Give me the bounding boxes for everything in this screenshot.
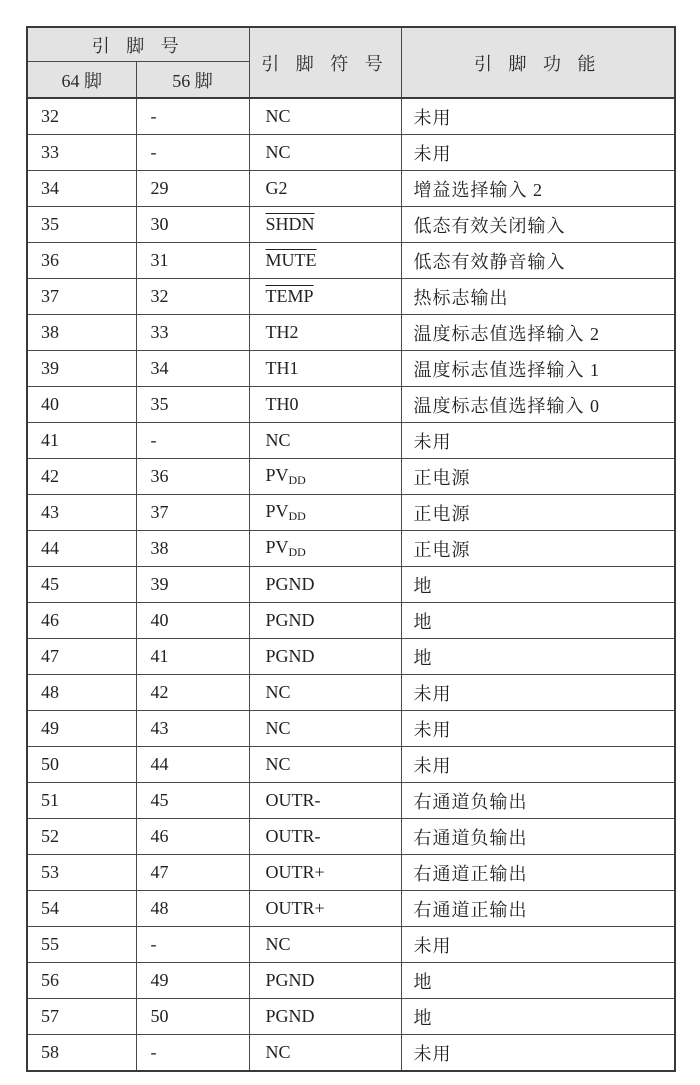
pin-64-cell: 44 [27,531,136,567]
table-row [27,495,675,531]
pin-symbol-text: NC [265,1042,291,1062]
pin-56-cell: 35 [136,387,249,423]
pin-symbol-cell [249,171,401,207]
pin-56-header: 56 脚 [136,62,249,99]
pin-56-cell: 41 [136,639,249,675]
pin-symbol-text: OUTR+ [265,898,325,918]
pin-function-cell: 正电源 [401,459,675,495]
pin-64-cell: 53 [27,855,136,891]
pin-56-cell: 39 [136,567,249,603]
pin-64-cell: 51 [27,783,136,819]
pin-symbol-text: PV [265,465,289,485]
pin-symbol-cell [249,855,401,891]
pin-symbol-cell [249,891,401,927]
pin-symbol-text: SHDN [265,214,315,234]
pin-symbol-text: TH0 [265,394,299,414]
table-row [27,171,675,207]
pin-symbol-cell [249,207,401,243]
pin-symbol-cell [249,387,401,423]
table-row [27,927,675,963]
pin-symbol-cell [249,819,401,855]
pin-symbol-text: PGND [265,970,315,990]
pin-symbol-text: TEMP [265,286,314,306]
pin-symbol-text: NC [265,142,291,162]
pin-function-cell: 未用 [401,135,675,171]
pin-function-cell: 未用 [401,711,675,747]
pin-symbol-cell [249,531,401,567]
pin-symbol-text: OUTR- [265,826,321,846]
pin-56-cell: 36 [136,459,249,495]
pin-64-cell: 45 [27,567,136,603]
pin-64-cell: 36 [27,243,136,279]
table-row [27,567,675,603]
pin-symbol-subscript: DD [288,545,306,559]
pin-64-cell: 46 [27,603,136,639]
pin-64-cell: 58 [27,1035,136,1072]
pin-56-cell: 29 [136,171,249,207]
pin-symbol-cell [249,675,401,711]
pin-symbol-text: G2 [265,178,288,198]
pin-64-cell: 41 [27,423,136,459]
pin-56-cell: - [136,98,249,135]
pin-symbol-text: OUTR+ [265,862,325,882]
pin-64-cell: 40 [27,387,136,423]
pin-function-cell: 增益选择输入 2 [401,171,675,207]
table-row [27,747,675,783]
pin-symbol-cell [249,135,401,171]
pin-function-cell: 地 [401,963,675,999]
pin-symbol-cell [249,747,401,783]
pin-symbol-cell [249,279,401,315]
table-row [27,675,675,711]
pin-56-cell: - [136,423,249,459]
pin-symbol-cell [249,963,401,999]
table-row [27,639,675,675]
pin-symbol-text: NC [265,430,291,450]
pin-number-header: 引 脚 号 [27,27,249,62]
pin-symbol-text: PGND [265,610,315,630]
pin-64-cell: 42 [27,459,136,495]
pin-symbol-subscript: DD [288,509,306,523]
table-row [27,603,675,639]
pin-symbol-cell [249,783,401,819]
pin-56-cell: 30 [136,207,249,243]
table-row [27,351,675,387]
pin-symbol-cell [249,711,401,747]
table-row [27,963,675,999]
pin-symbol-header: 引 脚 符 号 [249,27,401,98]
pin-64-cell: 37 [27,279,136,315]
pin-function-cell: 右通道负输出 [401,819,675,855]
table-row [27,98,675,135]
pin-symbol-cell [249,315,401,351]
pin-56-cell: 40 [136,603,249,639]
pin-56-cell: 34 [136,351,249,387]
pin-function-cell: 正电源 [401,531,675,567]
pin-symbol-text: PV [265,537,289,557]
pin-function-cell: 未用 [401,1035,675,1072]
pin-64-cell: 50 [27,747,136,783]
pin-64-cell: 57 [27,999,136,1035]
pin-56-cell: 38 [136,531,249,567]
pin-64-cell: 47 [27,639,136,675]
pin-symbol-text: PGND [265,646,315,666]
table-row [27,783,675,819]
pin-symbol-cell [249,567,401,603]
pin-function-cell: 温度标志值选择输入 2 [401,315,675,351]
pin-symbol-cell [249,927,401,963]
pin-symbol-text: TH1 [265,358,299,378]
pin-function-cell: 未用 [401,423,675,459]
pin-symbol-cell [249,351,401,387]
table-row [27,423,675,459]
pin-function-cell: 未用 [401,675,675,711]
pin-table-body [27,98,675,1071]
table-row [27,243,675,279]
table-row [27,531,675,567]
pin-function-cell: 低态有效静音输入 [401,243,675,279]
pin-function-cell: 右通道正输出 [401,855,675,891]
pin-56-cell: 43 [136,711,249,747]
pin-function-header: 引 脚 功 能 [401,27,675,98]
table-row [27,387,675,423]
pin-64-cell: 54 [27,891,136,927]
pin-symbol-text: NC [265,754,291,774]
pin-symbol-cell [249,639,401,675]
pin-56-cell: 48 [136,891,249,927]
pin-symbol-text: NC [265,934,291,954]
pin-function-cell: 地 [401,639,675,675]
pin-64-cell: 38 [27,315,136,351]
pin-function-cell: 温度标志值选择输入 1 [401,351,675,387]
table-row [27,459,675,495]
pin-symbol-cell [249,999,401,1035]
pin-56-cell: 32 [136,279,249,315]
pin-56-cell: 46 [136,819,249,855]
pin-function-cell: 温度标志值选择输入 0 [401,387,675,423]
pin-symbol-subscript: DD [288,473,306,487]
table-row [27,999,675,1035]
pin-symbol-cell [249,1035,401,1072]
table-row [27,315,675,351]
pin-56-cell: 37 [136,495,249,531]
pin-symbol-cell [249,459,401,495]
table-row [27,711,675,747]
pin-function-cell: 未用 [401,927,675,963]
table-row [27,891,675,927]
table-row [27,819,675,855]
pin-64-cell: 39 [27,351,136,387]
pin-56-cell: 47 [136,855,249,891]
table-row [27,207,675,243]
pin-56-cell: - [136,1035,249,1072]
pin-56-cell: 42 [136,675,249,711]
pin-64-cell: 43 [27,495,136,531]
pin-symbol-cell [249,495,401,531]
pin-56-cell: 31 [136,243,249,279]
pin-64-cell: 56 [27,963,136,999]
table-row [27,279,675,315]
pin-64-cell: 33 [27,135,136,171]
pin-56-cell: 49 [136,963,249,999]
pin-function-cell: 右通道正输出 [401,891,675,927]
pin-64-cell: 32 [27,98,136,135]
pin-function-cell: 热标志输出 [401,279,675,315]
pin-64-header: 64 脚 [27,62,136,99]
pin-symbol-text: TH2 [265,322,299,342]
table-row [27,1035,675,1072]
pin-function-cell: 地 [401,999,675,1035]
pin-56-cell: 45 [136,783,249,819]
pin-symbol-text: OUTR- [265,790,321,810]
pin-table-header [27,27,675,98]
pin-symbol-cell [249,98,401,135]
pin-function-cell: 地 [401,603,675,639]
pin-symbol-text: MUTE [265,250,317,270]
pin-56-cell: - [136,135,249,171]
pin-symbol-cell [249,423,401,459]
pin-64-cell: 34 [27,171,136,207]
pin-64-cell: 52 [27,819,136,855]
pin-64-cell: 48 [27,675,136,711]
pin-function-cell: 未用 [401,747,675,783]
pin-symbol-cell [249,243,401,279]
pin-64-cell: 35 [27,207,136,243]
pin-56-cell: - [136,927,249,963]
pin-symbol-text: NC [265,682,291,702]
pin-symbol-text: NC [265,718,291,738]
pin-symbol-cell [249,603,401,639]
pin-symbol-text: PGND [265,1006,315,1026]
pin-symbol-text: PGND [265,574,315,594]
pin-symbol-text: NC [265,106,291,126]
pin-56-cell: 50 [136,999,249,1035]
table-row [27,855,675,891]
pin-64-cell: 55 [27,927,136,963]
pin-symbol-text: PV [265,501,289,521]
table-row [27,135,675,171]
pin-function-cell: 未用 [401,98,675,135]
pin-function-cell: 地 [401,567,675,603]
pin-function-cell: 低态有效关闭输入 [401,207,675,243]
pin-function-cell: 右通道负输出 [401,783,675,819]
pin-56-cell: 33 [136,315,249,351]
pin-table [26,26,676,1072]
pin-56-cell: 44 [136,747,249,783]
pin-64-cell: 49 [27,711,136,747]
pin-function-cell: 正电源 [401,495,675,531]
